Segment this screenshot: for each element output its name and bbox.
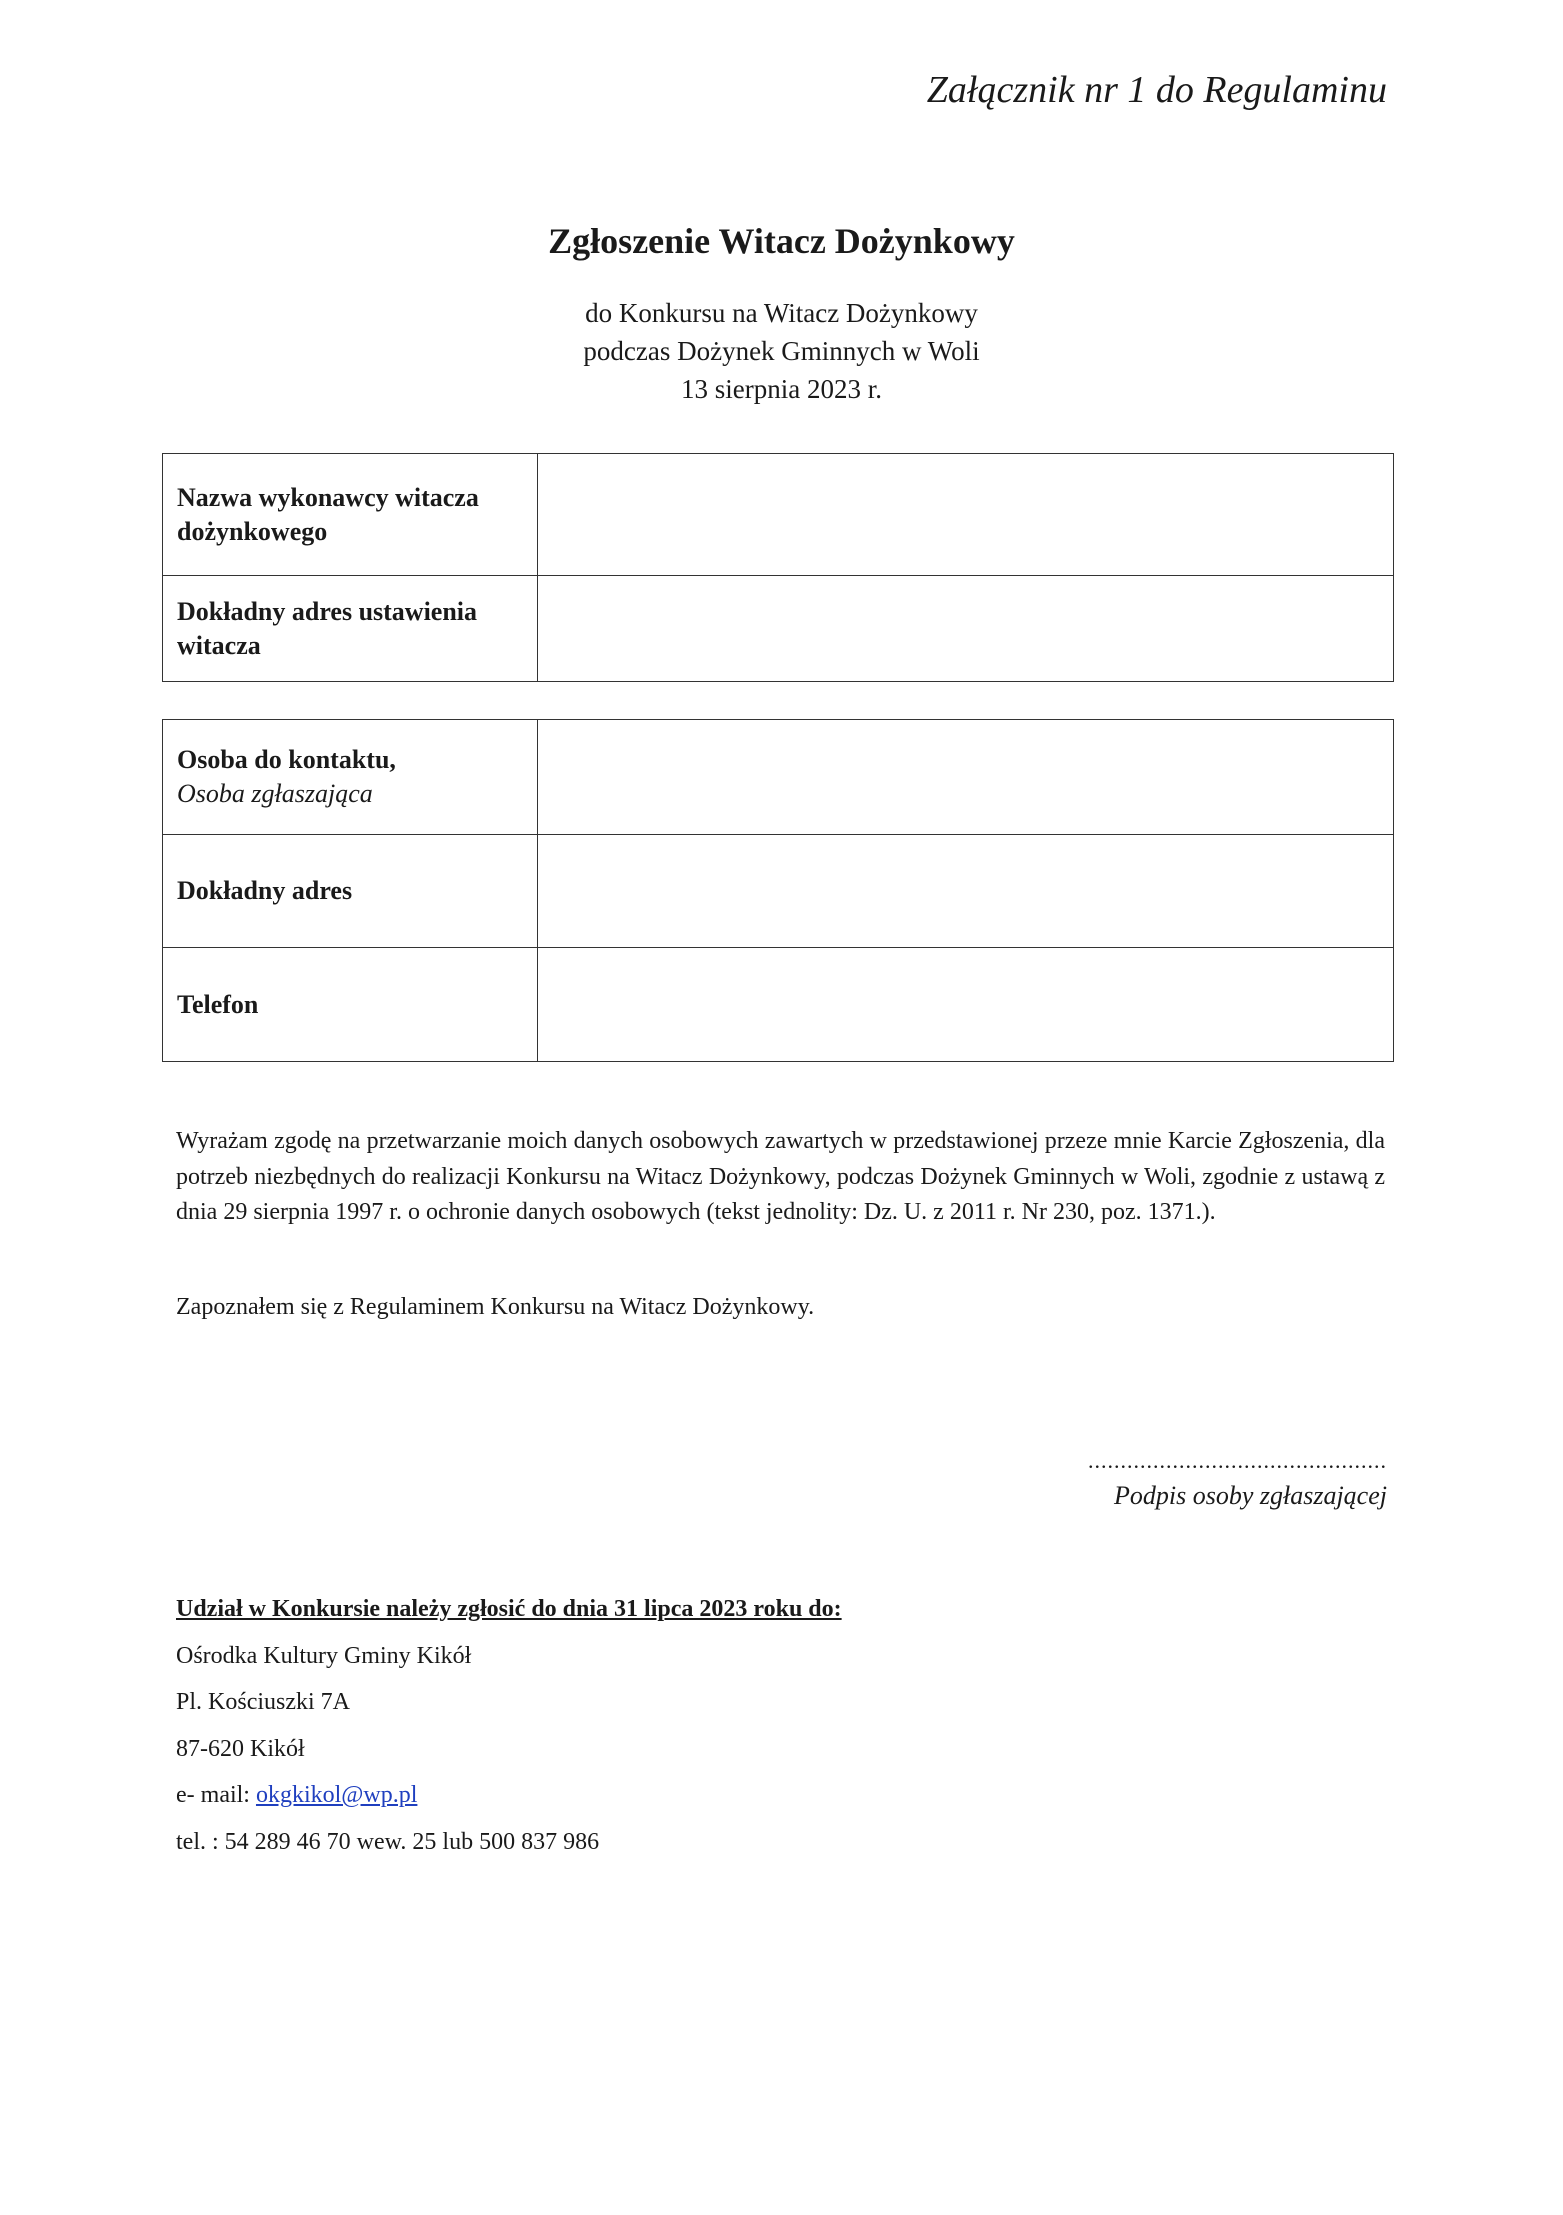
table-row-location [163, 576, 1394, 682]
table-row-contact [163, 720, 1394, 835]
page-title: Zgłoszenie Witacz Dożynkowy [548, 221, 1015, 261]
greeter-info-table [162, 453, 1394, 682]
signature-label: Podpis osoby zgłaszającej [1114, 1481, 1387, 1510]
organization-street: Pl. Kościuszki 7A [176, 1689, 350, 1715]
email-prefix: e- mail: [176, 1782, 256, 1808]
subtitle [0, 294, 1563, 408]
address-field[interactable] [538, 835, 1394, 948]
phone-line: tel. : 54 289 46 70 wew. 25 lub 500 837 986 [176, 1828, 600, 1855]
subtitle-line-event: podczas Dożynek Gminnych w Woli [583, 336, 980, 366]
signature-block [1088, 1446, 1387, 1516]
location-address-label: Dokładny adres ustawienia witacza [163, 576, 538, 682]
performer-name-label: Nazwa wykonawcy witacza dożynkowego [163, 454, 538, 576]
signature-line: .............................................. [1088, 1448, 1387, 1473]
submission-deadline: Udział w Konkursie należy zgłosić do dnia 31 lipca 2023 roku do: [176, 1596, 842, 1622]
contact-person-label [163, 720, 538, 835]
attachment-note: Załącznik nr 1 do Regulaminu [926, 69, 1387, 111]
performer-name-field[interactable] [538, 454, 1394, 576]
address-label: Dokładny adres [163, 835, 538, 948]
contact-info-table [162, 719, 1394, 1062]
phone-field[interactable] [538, 948, 1394, 1062]
email-link[interactable]: okgkikol@wp.pl [255, 1782, 418, 1808]
subtitle-line-contest: do Konkursu na Witacz Dożynkowy [585, 298, 978, 328]
submission-contact-block [176, 1586, 842, 1865]
email-line [176, 1772, 842, 1819]
organization-name: Ośrodka Kultury Gminy Kikół [176, 1642, 472, 1669]
table-row-phone [163, 948, 1394, 1062]
contact-person-field[interactable] [538, 720, 1394, 835]
contact-person-label-sub: Osoba zgłaszająca [177, 779, 373, 808]
table-row-performer [163, 454, 1394, 576]
table-row-address [163, 835, 1394, 948]
data-consent-text: Wyrażam zgodę na przetwarzanie moich danych osobowych zawartych w przedstawionej przeze mnie Karcie Zgłoszenia, dla potrzeb niezbędnych do realizacji Konkursu na Witacz Dożynkowy, podczas Dożynek Gminnych w Woli, zgodnie z ustawą z dnia 29 sierpnia 1997 r. o ochronie danych osobowych (tekst jednolity: Dz. U. z 2011 r. Nr 230, poz. 1371.). [176, 1128, 1385, 1225]
organization-city: 87-620 Kikół [176, 1735, 305, 1762]
phone-label: Telefon [163, 948, 538, 1062]
subtitle-line-date: 13 sierpnia 2023 r. [681, 374, 882, 404]
regulations-read-note: Zapoznałem się z Regulaminem Konkursu na Witacz Dożynkowy. [176, 1294, 815, 1320]
contact-person-label-main: Osoba do kontaktu, [177, 745, 396, 774]
location-address-field[interactable] [538, 576, 1394, 682]
